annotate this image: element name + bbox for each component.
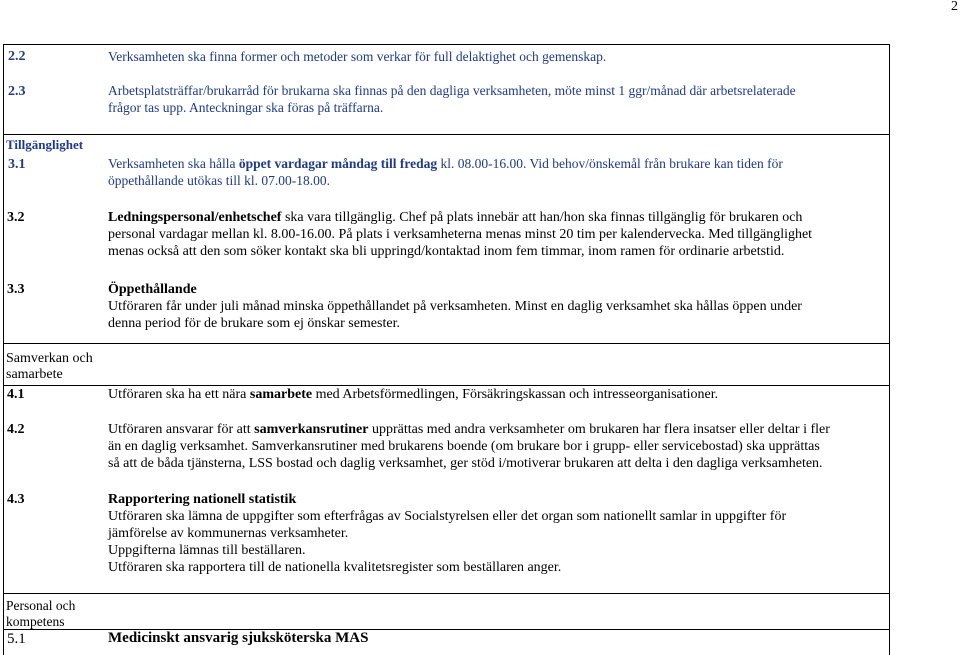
section-heading-personal [6,598,75,630]
row-2-3-line-2: frågor tas upp. Anteckningar ska föras på träffarna. [108,99,384,115]
row-number-3-2: 3.2 [7,210,25,225]
row-4-3-line-4: Utföraren ska rapportera till de nationella kvalitetsregister som beställaren anger. [108,560,562,575]
row-3-3-title: Öppethållande [108,282,197,297]
row-4-2-bold: samverkansrutiner [254,422,369,437]
section-heading-tillganglighet: Tillgänglighet [6,137,84,152]
row-3-2-post: ska vara tillgänglig. Chef på plats innebär att han/hon ska finnas tillgänglig för brukaren och [281,210,803,225]
row-3-2-line-1 [108,209,884,226]
row-3-2-line-2: personal vardagar mellan kl. 8.00-16.00. På plats i verksamheterna menas minst 20 tim per kalendervecka. Med tillgänglighet [108,227,813,242]
row-4-2-line-3: så att de båda tjänsterna, LSS bostad och daglig verksamhet, ger stöd i/motiverar brukaren att delta i den dagliga verksamheten. [108,456,823,471]
row-number-4-1: 4.1 [7,387,25,402]
row-4-3-line-3: Uppgifterna lämnas till beställaren. [108,543,306,558]
row-3-1-post: kl. 08.00-16.00. Vid behov/önskemål från brukare kan tiden för [437,156,783,171]
personal-line-1: Personal och [6,598,76,613]
row-3-1-bold: öppet vardagar måndag till fredag [238,156,438,171]
row-text-3-1 [108,156,884,190]
row-divider [3,343,889,344]
row-4-2-line-2: än en daglig verksamhet. Samverkansrutiner med brukarens boende (om brukare bor i grupp- eller servicebostad) ska upprättas [108,439,820,454]
row-3-1-pre: Verksamheten ska hålla [108,156,239,171]
row-4-2-pre: Utföraren ansvarar för att [108,422,255,437]
row-text-5-1: Medicinskt ansvarig sjuksköterska MAS [108,630,369,646]
row-3-3-line-2: denna period för de brukare som ej önskar semester. [108,316,400,331]
row-divider [3,593,889,594]
row-3-1-line-2: öppethållande utökas till kl. 07.00-18.00. [108,172,330,188]
row-4-1-pre: Utföraren ska ha ett nära [108,387,250,402]
row-4-3-title: Rapportering nationell statistik [108,492,297,507]
row-text-4-2 [108,421,884,472]
row-text-3-2 [108,209,884,260]
row-4-3-line-2: jämförelse av kommunernas verksamheter. [108,526,349,541]
row-number-5-1: 5.1 [7,631,26,647]
row-text-3-3 [108,281,884,332]
row-number-2-3: 2.3 [8,84,26,99]
row-3-3-line-1: Utföraren får under juli månad minska öppethållandet på verksamheten. Minst en daglig verksamhet ska hållas öppen under [108,299,802,314]
row-3-1-line-1 [108,156,884,173]
page-number: 2 [951,0,958,14]
row-4-2-post: upprättas med andra verksamheter om brukaren har flera insatser eller deltar i fler [368,422,830,437]
samverkan-line-2: samarbete [6,367,63,382]
row-3-2-bold: Ledningspersonal/enhetschef [108,210,282,225]
row-number-3-3: 3.3 [7,282,25,297]
row-4-1-bold: samarbete [249,387,313,402]
row-number-3-1: 3.1 [8,157,26,172]
row-text-4-1 [108,386,884,403]
row-number-4-3: 4.3 [7,492,25,507]
row-text-2-2: Verksamheten ska finna former och metoder som verkar för full delaktighet och gemenskap. [108,49,607,64]
section-heading-samverkan [6,351,93,383]
samverkan-line-1: Samverkan och [6,351,93,366]
row-number-4-2: 4.2 [7,422,25,437]
row-text-2-3 [108,83,884,117]
row-4-2-line-1 [108,421,884,438]
row-3-2-line-3: menas också att den som söker kontakt ska bli uppringd/kontaktad inom fem timmar, inom ramen för ordinarie arbetstid. [108,244,785,259]
row-divider [3,134,889,135]
row-4-3-line-1: Utföraren ska lämna de uppgifter som efterfrågas av Socialstyrelsen eller det organ som nationellt samlar in uppgifter för [108,509,787,524]
row-number-2-2: 2.2 [8,49,26,64]
row-text-4-3 [108,491,884,576]
personal-line-2: kompetens [6,614,65,629]
row-2-3-line-1: Arbetsplatsträffar/brukarråd för brukarna ska finnas på den dagliga verksamheten, möte minst 1 ggr/månad där arbetsrelaterade [108,83,796,98]
row-4-1-post: med Arbetsförmedlingen, Försäkringskassan och intresseorganisationer. [312,387,719,402]
